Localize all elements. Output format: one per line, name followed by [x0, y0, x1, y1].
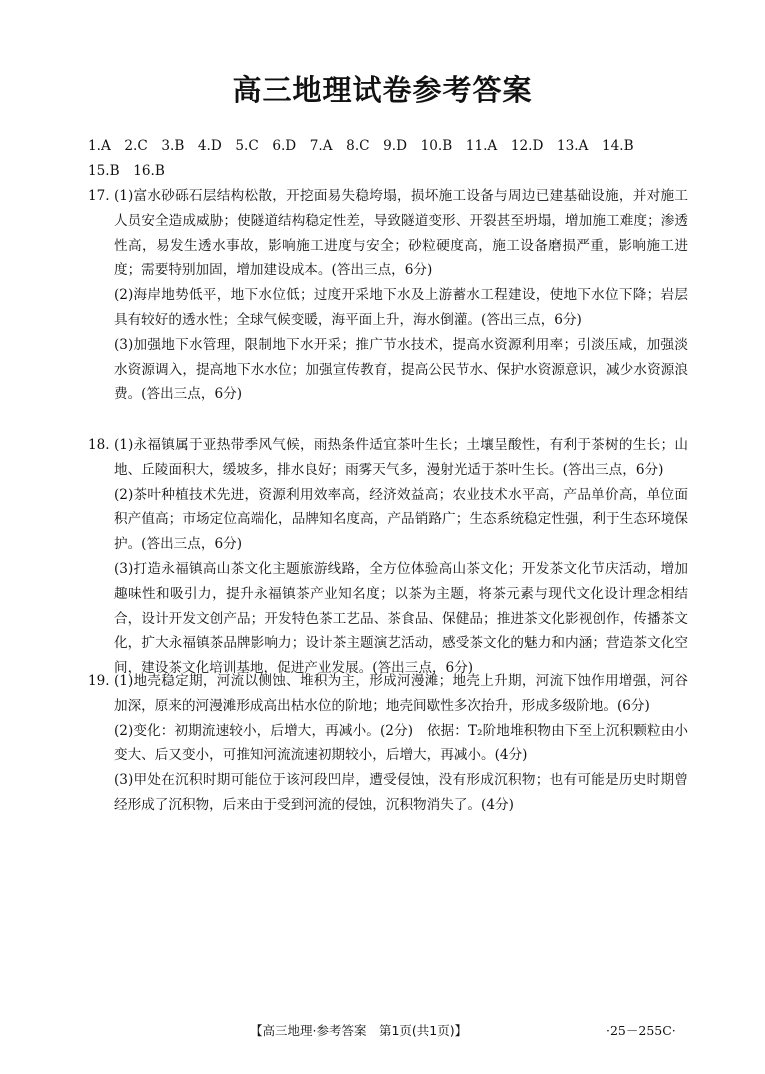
page-title: 高三地理试卷参考答案 [232, 73, 533, 107]
mcq-line-2: 15.B 16.B [88, 162, 165, 179]
answer-part: (2)海岸地势低平，地下水位低；过度开采地下水及上游蓄水工程建设，使地下水位下降；岩层具有较好的透水性；全球气候变暖，海平面上升，海水倒灌。(答出三点，6分) [114, 287, 688, 328]
answer-part: (1)永福镇属于亚热带季风气候，雨热条件适宜茶叶生长；土壤呈酸性，有利于茶树的生长；山地、丘陵面积大，缓坡多，排水良好；雨雾天气多，漫射光适于茶叶生长。(答出三点，6分) [114, 437, 688, 478]
mcq-line-1: 1.A 2.C 3.B 4.D 5.C 6.D 7.A 8.C 9.D 10.B 11.A 12.D 13.A 14.B [88, 138, 634, 154]
question-18 [88, 433, 688, 681]
answer-part: (3)甲处在沉积时期可能位于该河段凹岸，遭受侵蚀，没有形成沉积物；也有可能是历史时期曾经形成了沉积物，后来由于受到河流的侵蚀，沉积物消失了。(4分) [114, 772, 688, 813]
question-number: 18. [88, 437, 110, 453]
question-number: 19. [88, 673, 110, 689]
answer-part: (2)茶叶种植技术先进，资源利用效率高，经济效益高；农业技术水平高，产品单价高，单位面积产值高；市场定位高端化，品牌知名度高，产品销路广；生态系统稳定性强，利于生态环境保护。(答出三点，6分) [114, 486, 688, 553]
answer-part: (3)加强地下水管理，限制地下水开采；推广节水技术，提高水资源利用率；引淡压咸，加强淡水资源调入，提高地下水水位；加强宣传教育，提高公民节水、保护水资源意识，减少水资源浪费。(答出三点，6分) [114, 336, 688, 403]
question-19 [88, 669, 688, 818]
answer-part: (1)地壳稳定期，河流以侧蚀、堆积为主，形成河漫滩；地壳上升期，河流下蚀作用增强，河谷加深，原来的河漫滩形成高出枯水位的阶地；地壳间歇性多次抬升，形成多级阶地。(6分) [114, 673, 688, 714]
question-number: 17. [88, 188, 110, 204]
page-footer: 【高三地理·参考答案 第1页(共1页)】 [250, 1023, 468, 1038]
paper-code: ·25－255C· [606, 1023, 676, 1038]
answer-part: (2)变化：初期流速较小，后增大，再减小。(2分) 依据：T₂阶地堆积物由下至上沉积颗粒由小变大、后又变小，可推知河流流速初期较小，后增大，再减小。(4分) [114, 722, 688, 764]
answer-part: (3)打造永福镇高山茶文化主题旅游线路，全方位体验高山茶文化；开发茶文化节庆活动，增加趣味性和吸引力，提升永福镇茶产业知名度；以茶为主题，将茶元素与现代文化设计理念相结合，设计开发文创产品；开发特色茶工艺品、茶食品、保健品；推进茶文化影视创作，传播茶文化，扩大永福镇茶品牌影响力；设计茶主题演艺活动，感受茶文化的魅力和内涵；营造茶文化空间，建设茶文化培训基地，促进产业发展。(答出三点，6分) [114, 560, 688, 677]
multiple-choice-answers [88, 134, 688, 184]
answer-part: (1)富水砂砾石层结构松散，开挖面易失稳垮塌，损坏施工设备与周边已建基础设施，并对施工人员安全造成威胁；使隧道结构稳定性差，导致隧道变形、开裂甚至坍塌，增加施工难度；渗透性高，易发生透水事故，影响施工进度与安全；砂粒硬度高，施工设备磨损严重，影响施工进度；需要特别加固，增加建设成本。(答出三点，6分) [114, 188, 688, 279]
question-17 [88, 184, 688, 407]
